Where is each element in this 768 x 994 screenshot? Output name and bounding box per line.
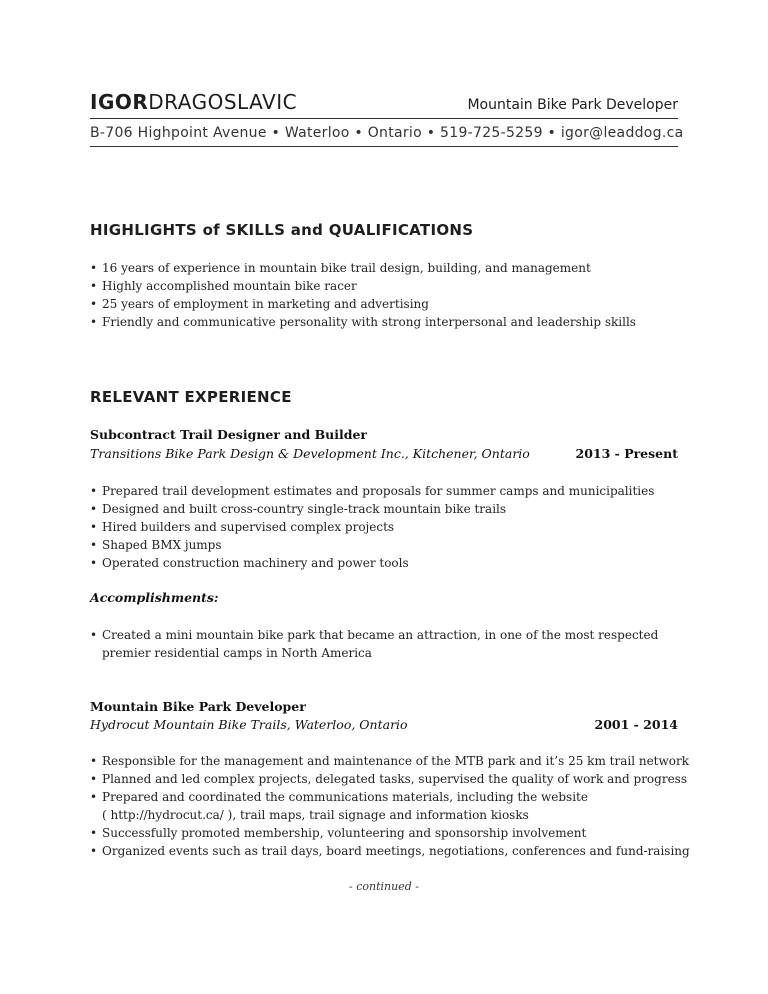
resume-header xyxy=(90,86,684,147)
list-item: • Highly accomplished mountain bike racer xyxy=(90,279,357,293)
first-name: IGOR xyxy=(90,90,149,114)
list-item: • Organized events such as trail days, board meetings, negotiations, conferences and fund-raising xyxy=(90,844,690,858)
bullet-icon: • xyxy=(90,279,98,293)
bullet-icon: • xyxy=(90,261,98,275)
bullet-icon: • xyxy=(90,826,98,840)
list-item: • Prepared and coordinated the communications materials, including the website ( http://hydrocut.ca/ ), trail maps, trail signage and information kiosks xyxy=(90,790,588,822)
job-role: Mountain Bike Park Developer xyxy=(467,97,678,113)
job-organization: Transitions Bike Park Design & Development Inc., Kitchener, Ontario 2013 - Present xyxy=(90,446,678,461)
bullet-icon: • xyxy=(90,556,98,570)
accomplishments-list xyxy=(90,626,690,662)
bullet-icon: • xyxy=(90,538,98,552)
contact-line: B-706 Highpoint Avenue • Waterloo • Ontario • 519-725-5259 • igor@leaddog.ca xyxy=(90,125,684,141)
last-name: DRAGOSLAVIC xyxy=(148,90,298,114)
list-item: • Shaped BMX jumps xyxy=(90,538,222,552)
bullet-icon: • xyxy=(90,297,98,311)
bullet-icon: • xyxy=(90,520,98,534)
experience-heading: RELEVANT EXPERIENCE xyxy=(90,388,292,406)
list-item: • 25 years of employment in marketing and advertising xyxy=(90,297,429,311)
bullet-icon: • xyxy=(90,844,98,858)
candidate-name xyxy=(90,92,297,112)
header-divider xyxy=(90,118,678,119)
accomplishments-label: Accomplishments: xyxy=(90,590,219,605)
list-item: • Successfully promoted membership, volunteering and sponsorship involvement xyxy=(90,826,587,840)
list-item: • Responsible for the management and maintenance of the MTB park and it’s 25 km trail network xyxy=(90,754,690,768)
list-item: • 16 years of experience in mountain bike trail design, building, and management xyxy=(90,261,591,275)
list-item: • Friendly and communicative personality with strong interpersonal and leadership skills xyxy=(90,315,636,329)
job-title: Mountain Bike Park Developer xyxy=(90,699,306,714)
bullet-icon: • xyxy=(90,315,98,329)
job-duties-list xyxy=(90,752,690,860)
highlights-list xyxy=(90,259,690,331)
bullet-icon: • xyxy=(90,502,98,516)
job-duties-list xyxy=(90,482,690,572)
bullet-icon: • xyxy=(90,628,98,642)
bullet-icon: • xyxy=(90,484,98,498)
list-item: • Designed and built cross-country single-track mountain bike trails xyxy=(90,502,507,516)
name-row xyxy=(90,86,678,112)
job-title: Subcontract Trail Designer and Builder xyxy=(90,427,368,442)
contact-divider xyxy=(90,146,678,147)
job-organization: Hydrocut Mountain Bike Trails, Waterloo, Ontario 2001 - 2014 xyxy=(90,717,678,732)
continued-note: - continued - xyxy=(349,880,419,893)
list-item: • Operated construction machinery and power tools xyxy=(90,556,409,570)
highlights-heading: HIGHLIGHTS of SKILLS and QUALIFICATIONS xyxy=(90,221,474,239)
bullet-icon: • xyxy=(90,790,98,804)
list-item: • Planned and led complex projects, delegated tasks, supervised the quality of work and progress xyxy=(90,772,687,786)
list-item: • Prepared trail development estimates and proposals for summer camps and municipalities xyxy=(90,484,655,498)
bullet-icon: • xyxy=(90,772,98,786)
bullet-icon: • xyxy=(90,754,98,768)
job-dates: 2013 - Present xyxy=(575,446,678,461)
list-item: • Created a mini mountain bike park that became an attraction, in one of the most respected premier residential camps in North America xyxy=(90,628,659,660)
job-dates: 2001 - 2014 xyxy=(594,717,678,732)
list-item: • Hired builders and supervised complex projects xyxy=(90,520,395,534)
